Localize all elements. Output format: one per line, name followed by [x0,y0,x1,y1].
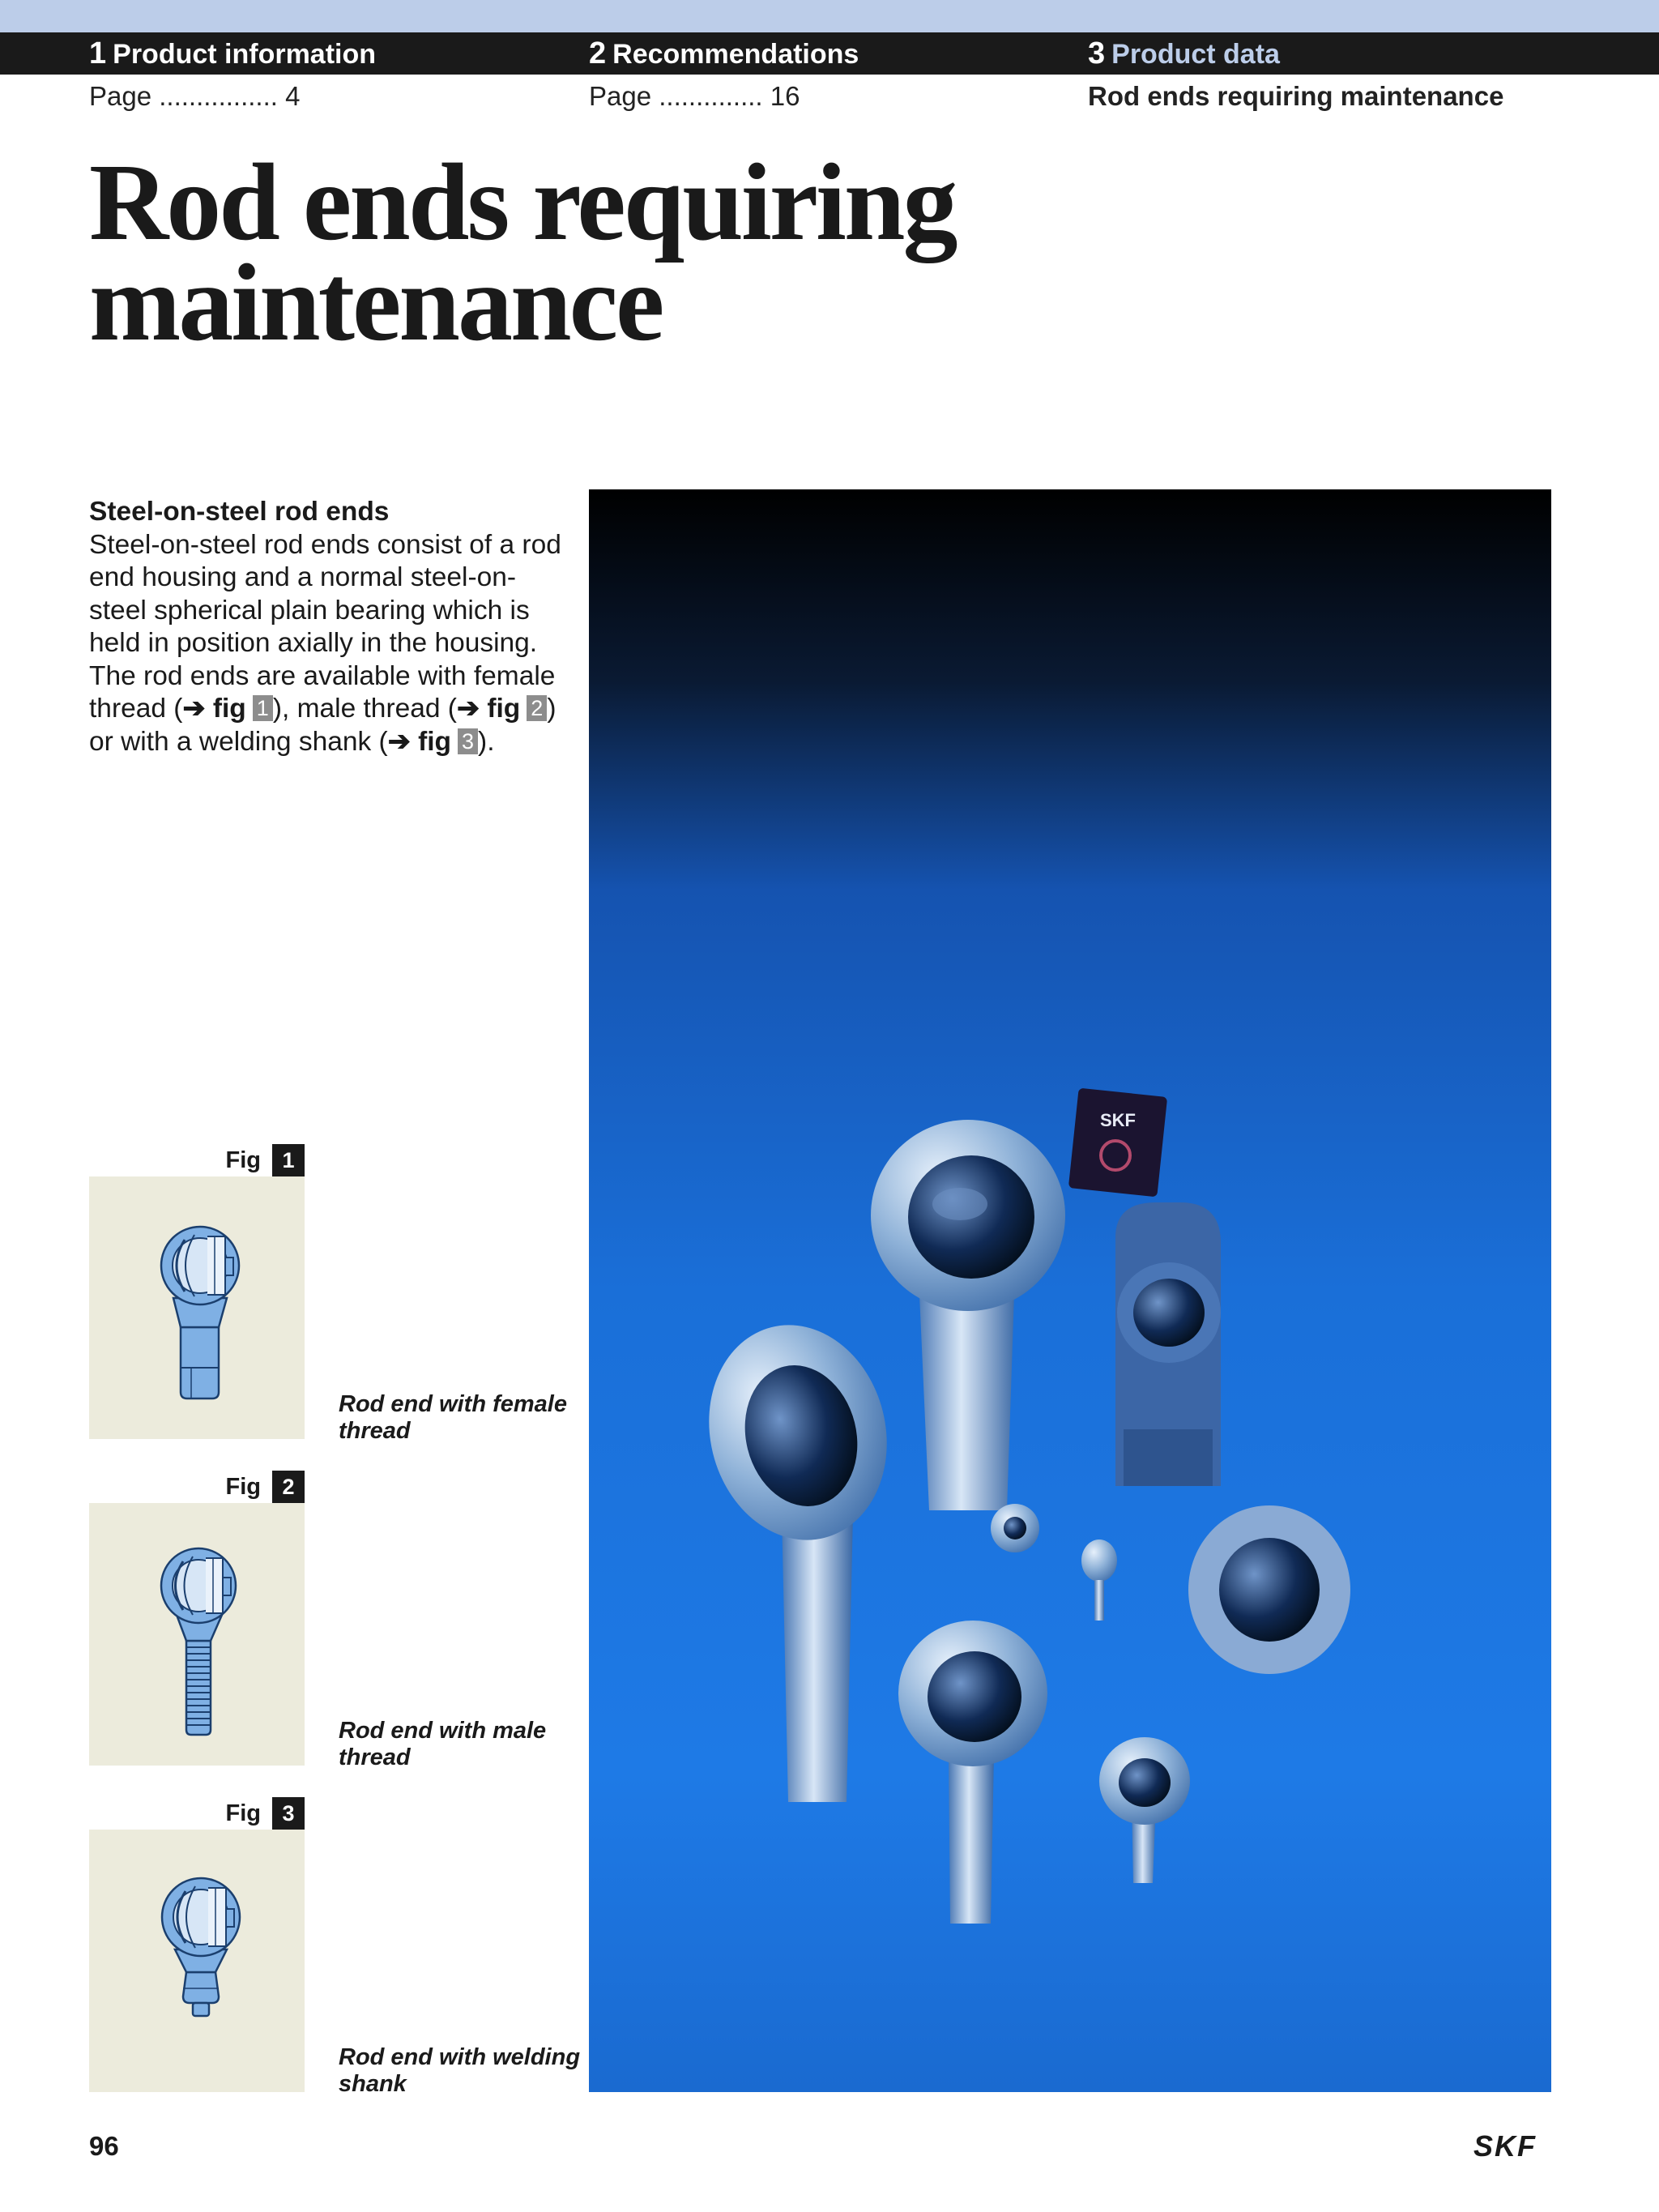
fig-ref-number: 2 [527,695,547,721]
rod-end-male-thread-icon [89,1503,305,1766]
figure-label: Fig [225,1800,261,1826]
skf-box [1068,1088,1167,1198]
nav-section-number: 3 [1088,36,1106,70]
rod-end-welding-shank [1115,1202,1221,1486]
intro-text: ) or with a welding shank ( [89,694,557,757]
figure-1-caption: Rod end with female thread [339,1391,567,1444]
figure-reference-3[interactable] [388,727,478,757]
nav-section-recommendations[interactable] [589,32,859,75]
figure-header [89,1144,305,1176]
intro-text: Steel-on-steel rod ends consist of a rod end housing and a normal steel-on-steel spherical plain bearing which is held in position axially in the housing. The rod ends are available with female thread ( [89,529,561,724]
arrow-icon: ➔ [182,694,206,724]
figure-number: 3 [272,1797,305,1830]
nav-current-subsection: Rod ends requiring maintenance [1088,81,1504,111]
nav-section-product-information[interactable] [89,32,376,75]
nav-section-label: Recommendations [612,39,859,70]
section-navigation-bar [0,32,1659,75]
fig-ref-number: 1 [253,695,273,721]
figure-3-caption: Rod end with welding shank [339,2044,581,2097]
fig-word: fig [212,694,246,724]
figure-number: 1 [272,1144,305,1176]
title-line-2: maintenance [89,242,663,364]
intro-text: ). [478,726,495,757]
intro-paragraph [89,529,567,759]
figure-2-caption: Rod end with male thread [339,1718,547,1770]
figure-reference-2[interactable] [457,694,547,724]
skf-logo-text: SKF [1473,2132,1537,2161]
nav-section-number: 2 [589,36,607,70]
arrow-icon: ➔ [387,726,411,757]
figure-2 [89,1471,305,1766]
rod-end-welding-shank-icon [89,1830,305,2092]
page-prefix: Page ................ [89,81,278,111]
title-line-1: Rod ends requiring [89,142,956,263]
figure-3 [89,1797,305,2092]
fig-word: fig [487,694,521,724]
nav-section-label: Product information [113,39,377,70]
figure-label: Fig [225,1474,261,1500]
fig-ref-number: 3 [458,728,478,754]
figure-reference-1[interactable] [182,694,272,724]
rod-ends-product-photo [589,489,1551,2092]
rod-end-female-thread-icon [89,1176,305,1439]
skf-logo [1462,2132,1548,2161]
figure-1 [89,1144,305,1439]
page-number: 16 [770,81,800,111]
top-color-band [0,0,1659,32]
figure-header [89,1797,305,1830]
nav-page-reference-1 [89,81,300,112]
rod-end-side-view [1188,1505,1350,1674]
figure-number: 2 [272,1471,305,1503]
page-prefix: Page .............. [589,81,763,111]
fig-word: fig [418,726,452,757]
page-number: 4 [285,81,301,111]
arrow-icon: ➔ [456,694,480,724]
nav-page-reference-2 [589,81,800,112]
figure-label: Fig [225,1147,261,1173]
figure-header [89,1471,305,1503]
skf-box-logo: SKF [1100,1110,1136,1130]
intro-text: ), male thread ( [272,694,457,724]
page-number: 96 [89,2131,119,2161]
nav-section-number: 1 [89,36,107,70]
page-title [89,142,1061,364]
nav-section-product-data[interactable] [1088,32,1280,75]
intro-section [89,496,567,758]
nav-section-label: Product data [1111,39,1280,70]
intro-heading: Steel-on-steel rod ends [89,497,390,527]
